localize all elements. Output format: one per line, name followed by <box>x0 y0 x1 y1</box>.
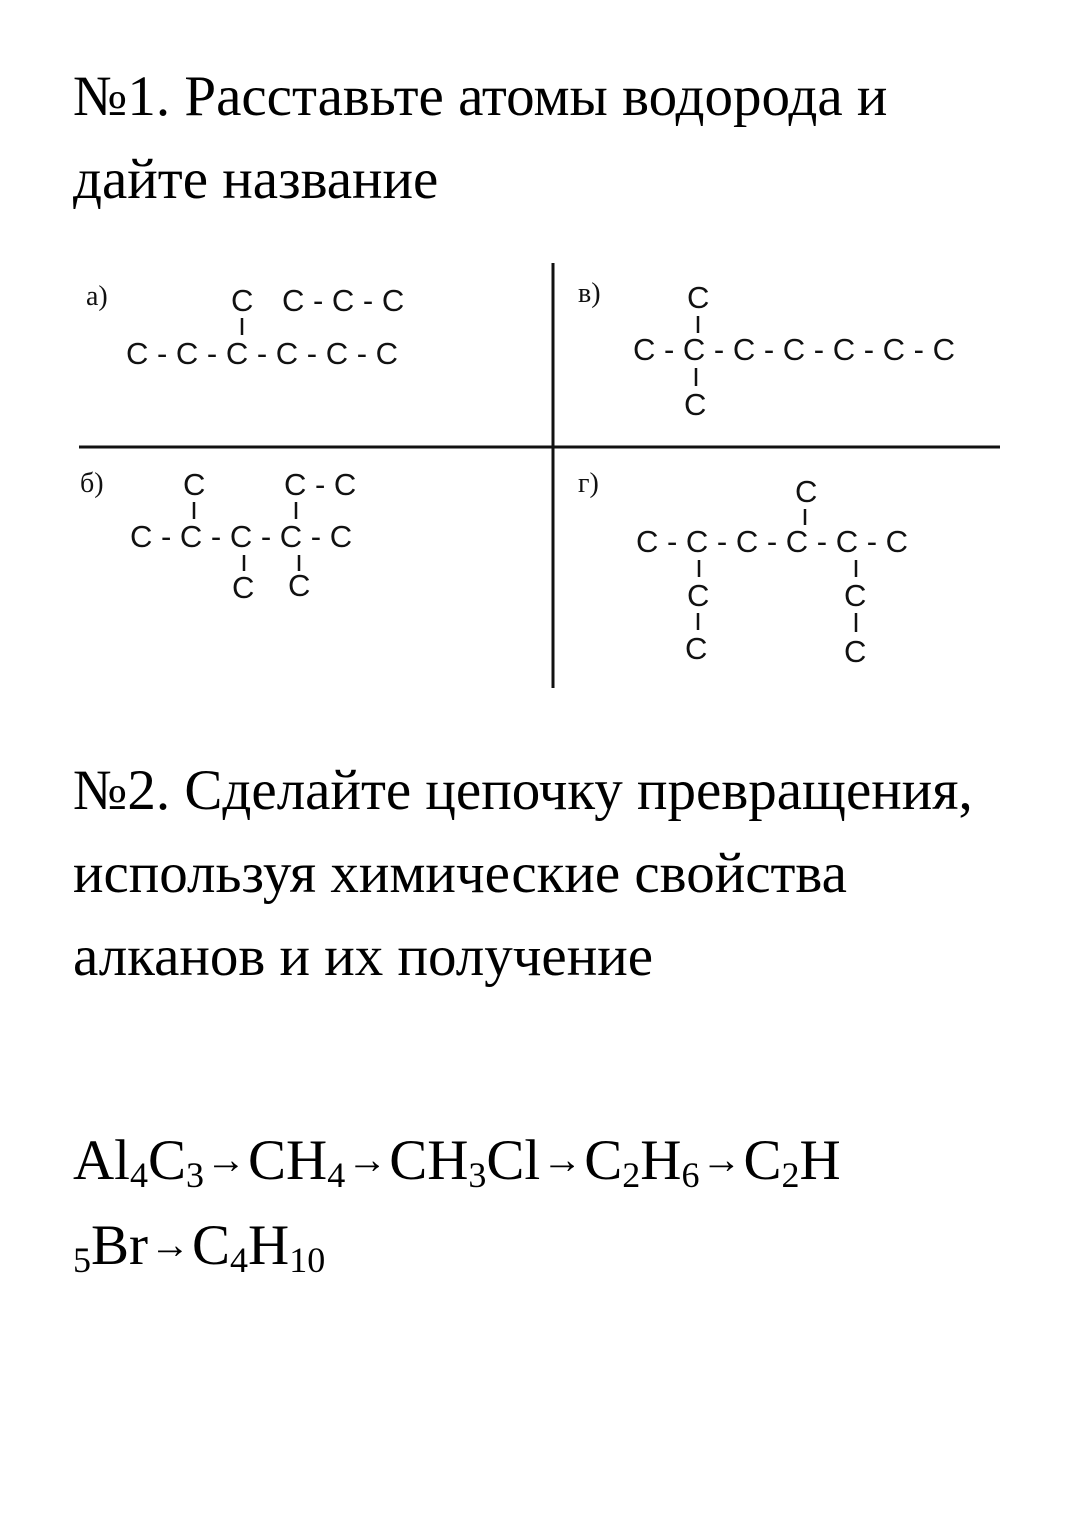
structure-g-right-branch-c-2: C <box>844 634 867 669</box>
arrow: → <box>542 1137 583 1182</box>
structure-a <box>86 281 404 371</box>
structure-v-top-c: C <box>687 280 710 315</box>
structure-a-top-c: C <box>231 283 254 318</box>
structure-b-label: б) <box>80 468 104 499</box>
structure-v-main-chain: C - C - C - C - C - C - C <box>633 332 956 367</box>
structure-v <box>578 278 955 422</box>
species-ch3cl: $CH_3Cl$ <box>389 1129 541 1195</box>
species-c2h5br: $C_2H_5Br$ <box>73 1129 841 1280</box>
species-c2h6: $C_2H_6$ <box>584 1129 700 1195</box>
species-c4h10: $C_4H_{10}$ <box>192 1214 326 1280</box>
structure-g-left-branch-c-2: C <box>685 631 708 666</box>
structure-g <box>578 468 908 669</box>
task2-heading: №2. Сделайте цепочку превращения, используя химические свойства алканов и их получение <box>73 759 973 988</box>
arrow: → <box>701 1137 742 1182</box>
arrow: → <box>347 1137 388 1182</box>
arrow: → <box>206 1137 247 1182</box>
structure-g-top-c: C <box>795 474 818 509</box>
structure-g-left-branch-c-1: C <box>687 578 710 613</box>
structure-g-right-branch-c-1: C <box>844 578 867 613</box>
structure-b-top-chain: C - C <box>284 467 357 502</box>
structure-a-main-chain: C - C - C - C - C - C <box>126 336 399 371</box>
structure-a-label: а) <box>86 281 108 312</box>
structure-g-main-chain: C - C - C - C - C - C <box>636 524 909 559</box>
species-al4c3: $Al_4C_3$ <box>73 1129 205 1195</box>
species-ch4: $CH_4$ <box>248 1129 346 1195</box>
transformation-chain <box>73 1118 1033 1288</box>
structure-b <box>80 467 356 605</box>
structure-a-top-chain: C - C - C <box>282 283 405 318</box>
structures-figure <box>0 0 1070 720</box>
structure-v-bottom-c: C <box>684 387 707 422</box>
structure-b-bottom-c-2: C <box>288 568 311 603</box>
structure-b-top-c: C <box>183 467 206 502</box>
task1-heading: №1. Расставьте атомы водорода и дайте название <box>73 65 888 211</box>
structure-b-main-chain: C - C - C - C - C <box>130 519 353 554</box>
arrow: → <box>150 1222 190 1267</box>
structure-b-bottom-c-1: C <box>232 570 255 605</box>
structure-g-label: г) <box>578 468 599 499</box>
structure-v-label: в) <box>578 278 601 309</box>
